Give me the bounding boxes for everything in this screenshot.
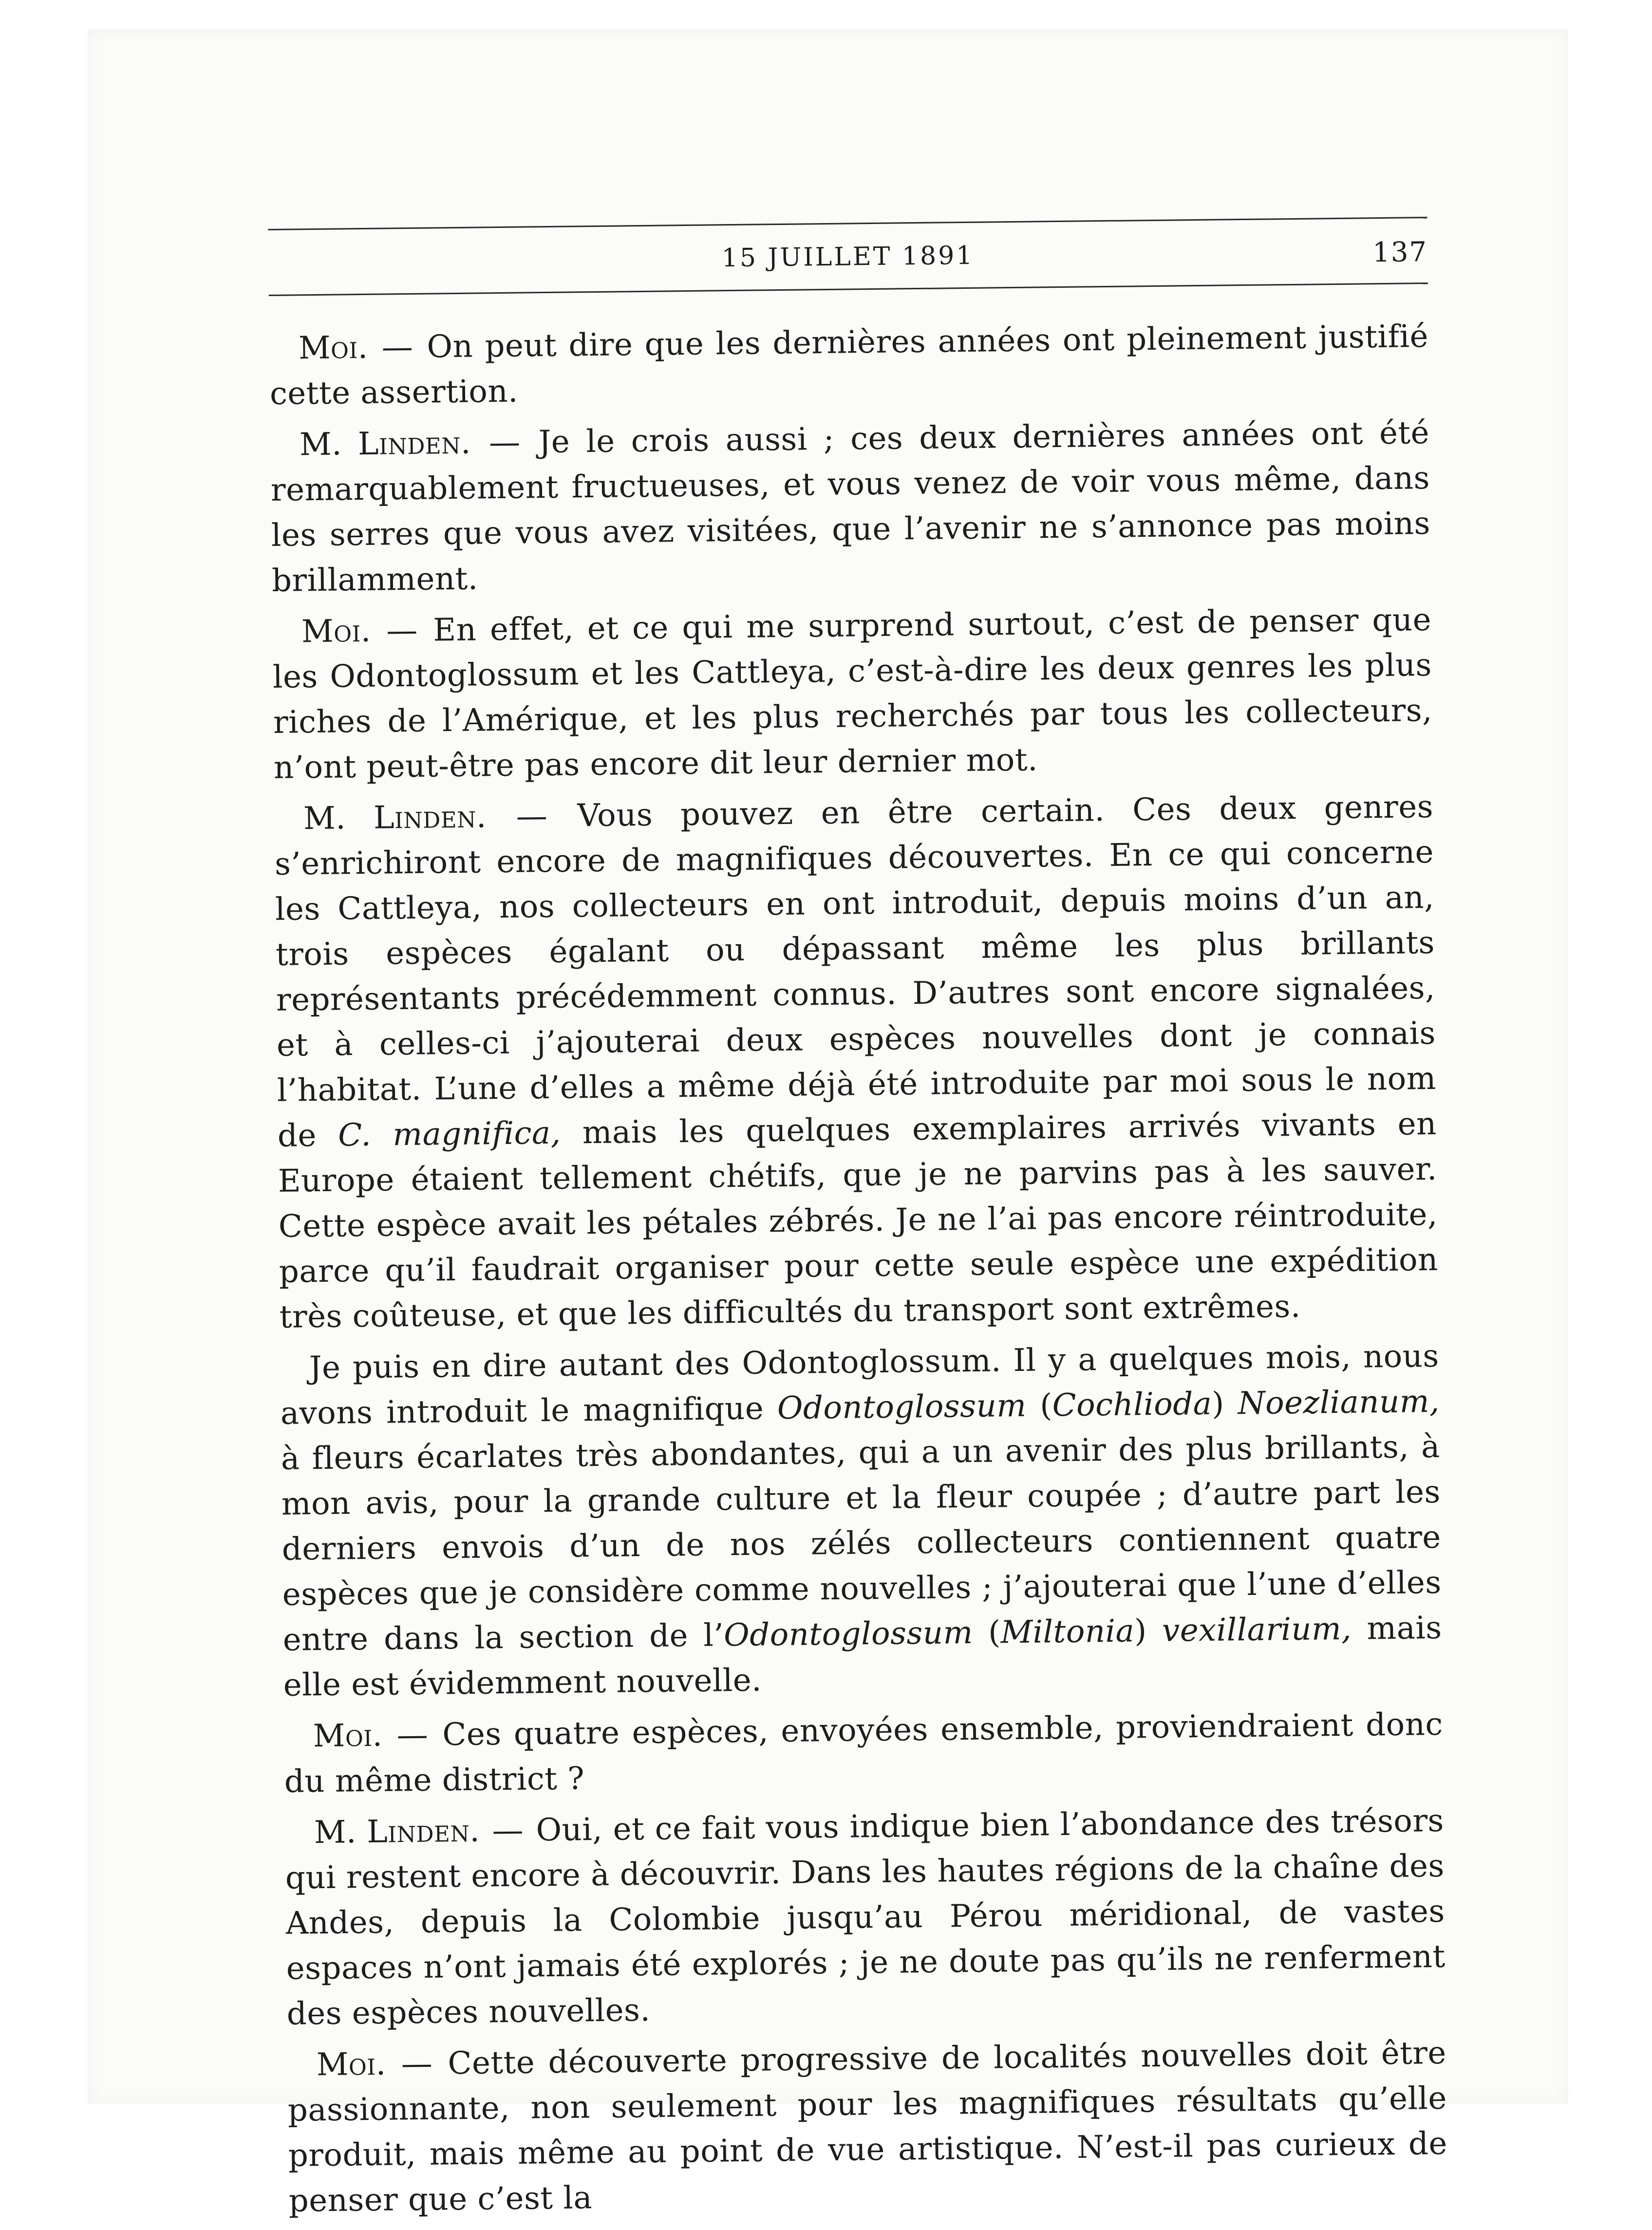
- dialogue-paragraph: [270, 411, 1431, 604]
- text-segment: Cette découverte progressive de localités nouvelles doit être passionnante, non seulement pour les magnifiques résultats qu’elle produit, mais même au point de vue artistique. N’est-il pas curieux de penser que c’est la: [287, 2035, 1448, 2219]
- text-segment: mais elle est évidemment nouvelle.: [283, 1610, 1443, 1704]
- text-segment: (: [1026, 1387, 1053, 1424]
- italic-text: C. magnifica,: [338, 1115, 561, 1154]
- speaker-name: M. Linden.: [303, 799, 487, 837]
- text-segment: En effet, et ce qui me surprend surtout, c’est de penser que les Odontoglossum et les Cattleya, c’est-à-dire les deux genres les plus riches de l’Amérique, et les plus recherchés par tous les collecteurs, n’ont peut-être pas encore dit leur dernier mot.: [272, 602, 1433, 786]
- scanned-page: [88, 29, 1568, 2219]
- speaker-separator: —: [401, 2045, 433, 2082]
- speaker-separator: —: [396, 1717, 429, 1754]
- italic-text: Miltonia: [1000, 1613, 1135, 1651]
- text-segment: mais les quelques exemplaires arrivés vivants en Europe étaient tellement chétifs, que je ne parvins pas à les sauver. Cette espèce avait les pétales zébrés. Je ne l’ai pas encore réintroduite, parce qu’il faudrait organiser pour cette seule espèce une expédition très coûteuse, et que les difficultés du transport sont extrêmes.: [278, 1106, 1439, 1335]
- speaker-name: M. Linden.: [314, 1813, 480, 1851]
- speaker-separator: —: [488, 424, 521, 461]
- speaker-name: Moi.: [301, 613, 372, 650]
- italic-text: Odontoglossum: [723, 1615, 974, 1654]
- text-segment: Vous pouvez en être certain. Ces deux genres s’enrichiront encore de magnifiques découvertes. En ce qui concerne les Cattleya, nos collecteurs en ont introduit, depuis moins d’un an, trois espèces égalant ou dépassant même les plus brillants représentants précédemment connus. D’autres sont encore signalées, et à celles-ci j’ajouterai deux espèces nouvelles dont je connais l’habitat. L’une d’elles a même déjà été introduite par moi sous le nom de: [274, 789, 1437, 1154]
- speaker-separator: —: [492, 1812, 524, 1849]
- speaker-name: Moi.: [313, 1717, 383, 1755]
- dialogue-paragraph: [280, 1334, 1443, 1708]
- page-number: 137: [1372, 236, 1428, 269]
- dialogue-paragraph: [269, 314, 1429, 417]
- speaker-separator: —: [516, 798, 548, 835]
- speaker-name: Moi.: [298, 329, 368, 367]
- dialogue-paragraph: [272, 598, 1433, 791]
- book-page: [268, 197, 1448, 2219]
- italic-text: Odontoglossum: [777, 1387, 1027, 1427]
- text-segment: ): [1211, 1386, 1239, 1422]
- text-segment: On peut dire que les dernières années ont pleinement justifié cette assertion.: [269, 319, 1429, 412]
- italic-text: Noezlianum,: [1238, 1383, 1440, 1422]
- text-segment: (: [973, 1614, 1001, 1651]
- running-header: [268, 226, 1428, 287]
- speaker-name: M. Linden.: [299, 425, 471, 463]
- dialogue-paragraph: [284, 1799, 1446, 2037]
- italic-text: Cochlioda: [1052, 1386, 1212, 1424]
- header-date: 15 JUILLET 1891: [721, 241, 975, 273]
- text-segment: Je puis en dire autant des Odontoglossum. Il y a quelques mois, nous avons introduit le magnifique: [280, 1338, 1440, 1432]
- speaker-separator: —: [381, 329, 413, 366]
- dialogue-paragraph: [274, 785, 1439, 1340]
- body-text: [269, 314, 1448, 2230]
- dialogue-paragraph: [287, 2031, 1448, 2224]
- text-segment: Je le crois aussi ; ces deux dernières années ont été remarquablement fructueuses, et vous venez de voir vous même, dans les serres que vous avez visitées, que l’avenir ne s’annonce pas moins brillamment.: [270, 415, 1431, 599]
- text-segment: Ces quatre espèces, envoyées ensemble, proviendraient donc du même district ?: [284, 1706, 1444, 1800]
- speaker-separator: —: [386, 612, 418, 649]
- dialogue-paragraph: [283, 1702, 1444, 1805]
- speaker-name: Moi.: [316, 2046, 386, 2083]
- text-segment: Oui, et ce fait vous indique bien l’abondance des trésors qui restent encore à découvrir. Dans les hautes régions de la chaîne des Andes, depuis la Colombie jusqu’au Pérou méridional, de vastes espaces n’ont jamais été explorés ; je ne doute pas qu’ils ne renferment des espèces nouvelles.: [285, 1802, 1446, 2032]
- text-segment: à fleurs écarlates très abondantes, qui a un avenir des plus brillants, à mon avis, pour la grande culture et la fleur coupée ; d’autre part les derniers envois d’un de nos zélés collecteurs contiennent quatre espèces que je considère comme nouvelles ; j’ajouterai que l’une d’elles entre dans la section de l’: [281, 1428, 1442, 1658]
- text-segment: ): [1134, 1612, 1163, 1649]
- italic-text: vexillarium,: [1162, 1611, 1352, 1649]
